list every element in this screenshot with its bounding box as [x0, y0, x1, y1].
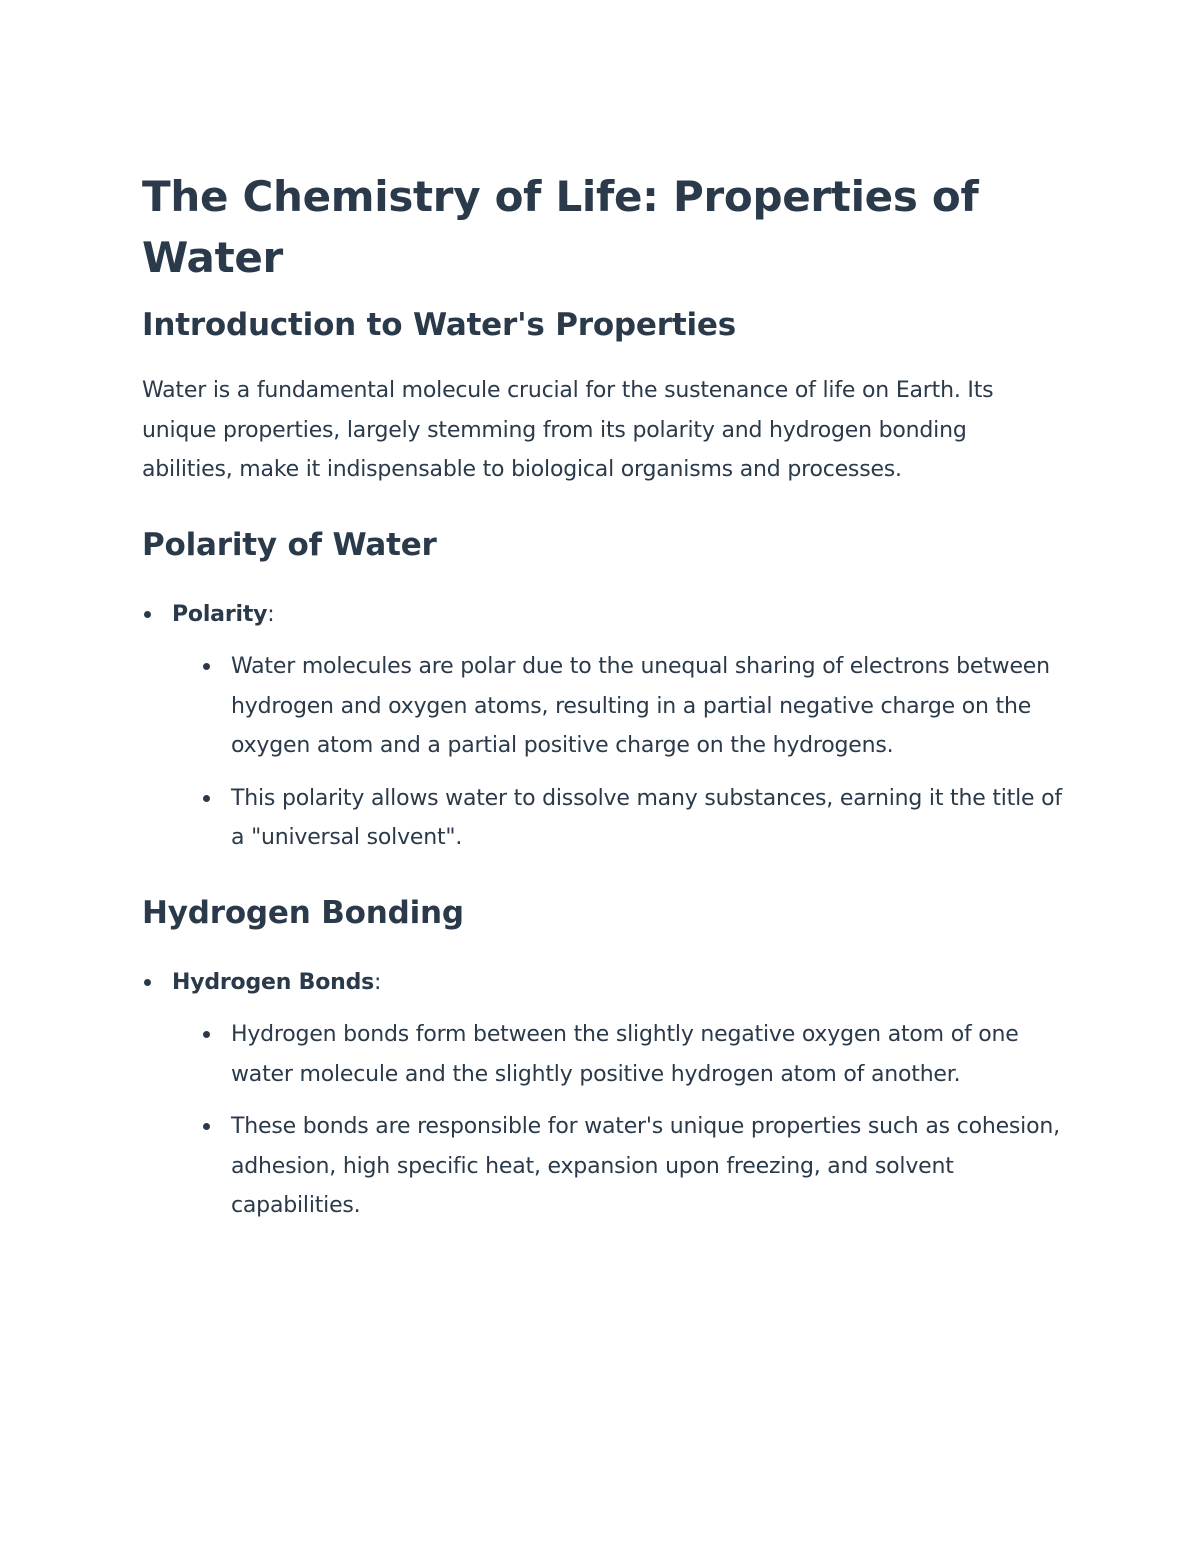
hydrogen-bonding-list	[142, 963, 1062, 1226]
bullet-icon	[203, 1031, 210, 1038]
list-item	[172, 779, 1062, 858]
list-item-text: These bonds are responsible for water's unique properties such as cohesion, adhesion, high specific heat, expansion upon freezing, and solvent capabilities.	[231, 1114, 1060, 1218]
list-item-polarity	[142, 595, 1062, 858]
list-item-text: Hydrogen bonds form between the slightly negative oxygen atom of one water molecule and the slightly positive hydrogen atom of another.	[231, 1022, 1019, 1087]
list-item-text: Water molecules are polar due to the unequal sharing of electrons between hydrogen and oxygen atoms, resulting in a partial negative charge on the oxygen atom and a partial positive charge on the hydrogens.	[231, 654, 1050, 758]
list-item	[172, 1015, 1062, 1094]
section-heading-hydrogen-bonding: Hydrogen Bonding	[142, 894, 464, 931]
hydrogen-bonding-sublist	[172, 1015, 1062, 1226]
bullet-icon	[203, 1123, 210, 1130]
bullet-icon	[144, 979, 151, 986]
section-heading-introduction: Introduction to Water's Properties	[142, 307, 736, 343]
list-item-text: This polarity allows water to dissolve many substances, earning it the title of a "universal solvent".	[231, 785, 1062, 850]
list-item	[172, 647, 1062, 766]
section-heading-polarity: Polarity of Water	[142, 526, 437, 563]
list-item-colon: :	[374, 969, 382, 995]
page-title: The Chemistry of Life: Properties of Water	[142, 172, 979, 282]
polarity-sublist	[172, 647, 1062, 858]
intro-paragraph: Water is a fundamental molecule crucial for the sustenance of life on Earth. Its unique properties, largely stemming from its polarity and hydrogen bonding abilities, make it indispensable to biological organisms and processes.	[142, 378, 994, 482]
list-item-label: Polarity	[172, 601, 268, 627]
list-item-label: Hydrogen Bonds	[172, 969, 375, 995]
bullet-icon	[144, 611, 151, 618]
bullet-icon	[203, 663, 210, 670]
list-item-hydrogen-bonds	[142, 963, 1062, 1226]
bullet-icon	[203, 795, 210, 802]
list-item-colon: :	[267, 601, 275, 627]
document-page	[142, 166, 1062, 1226]
list-item	[172, 1107, 1062, 1226]
polarity-list	[142, 595, 1062, 858]
